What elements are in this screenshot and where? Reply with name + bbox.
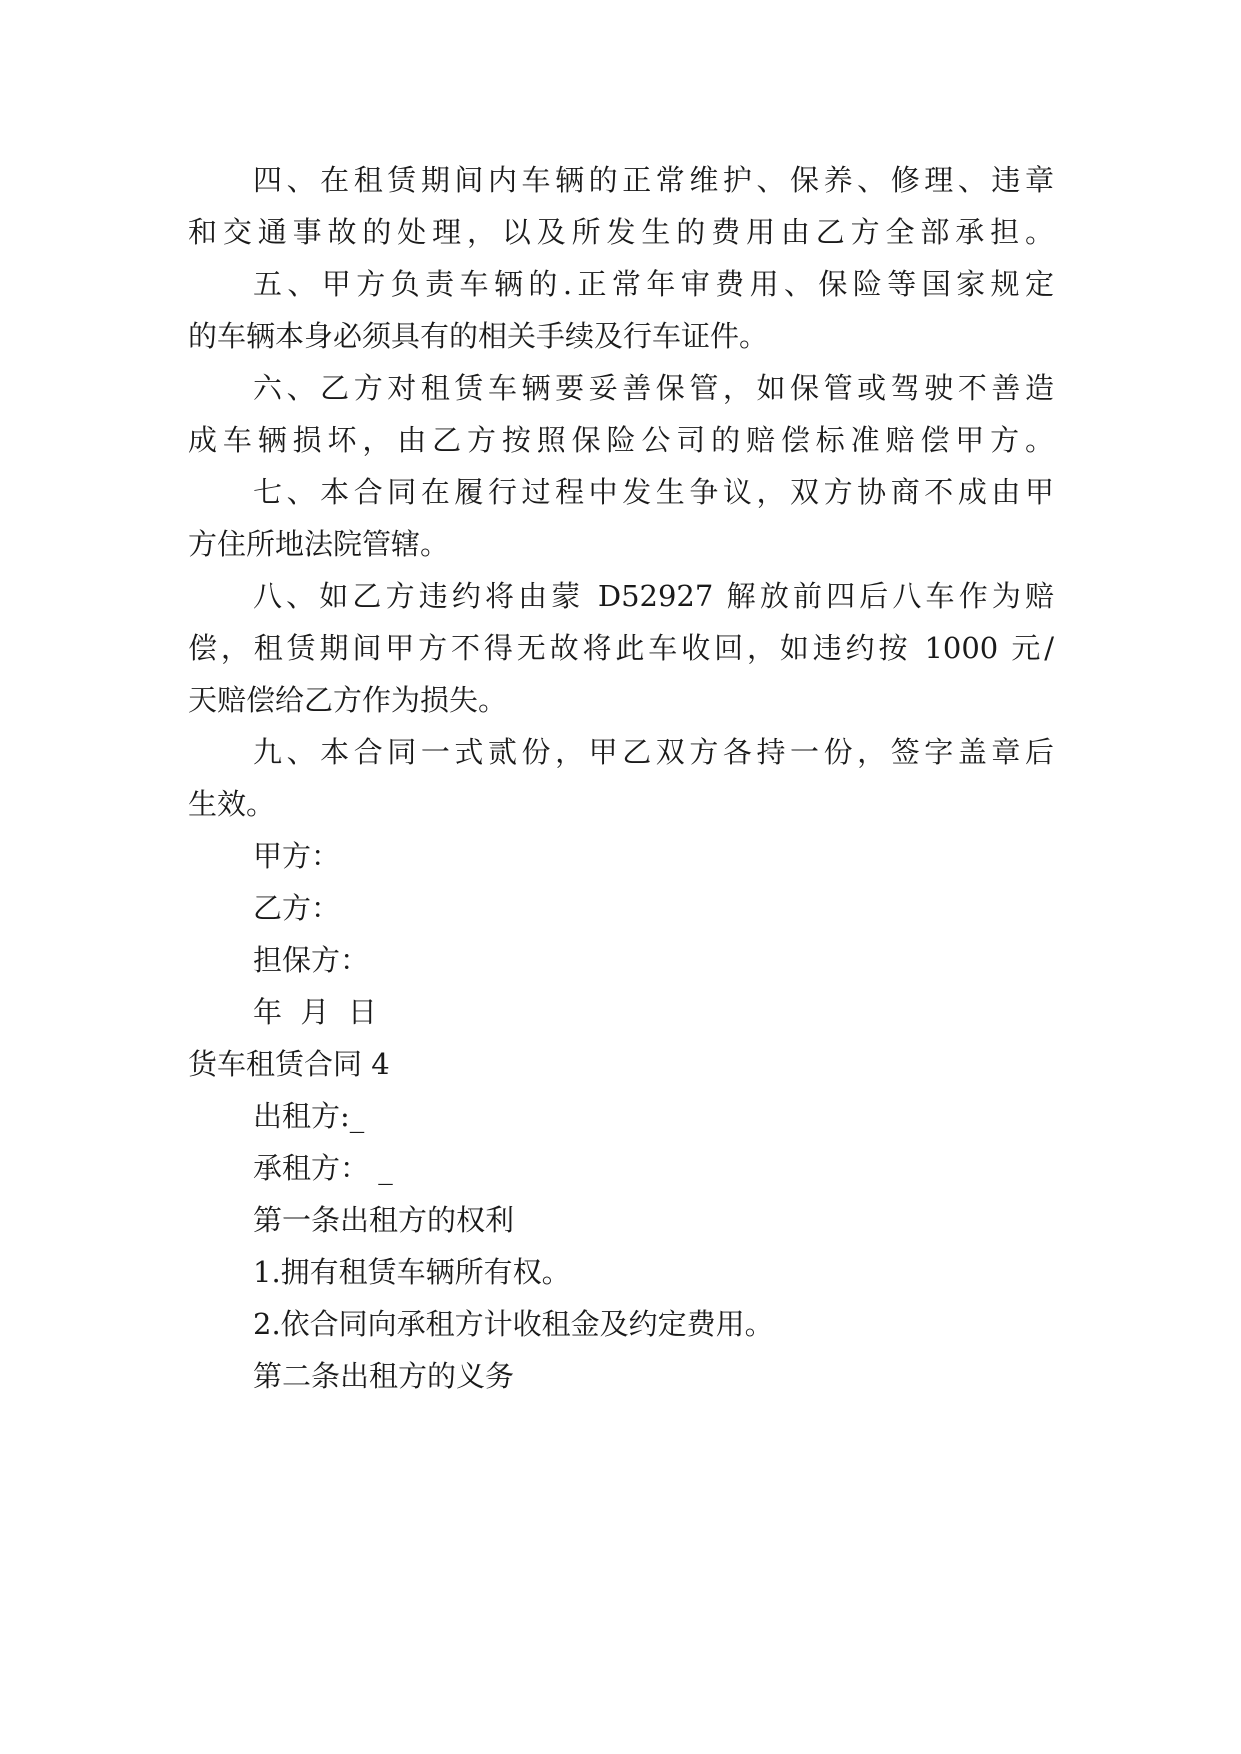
clause-6-line-2: 成车辆损坏，由乙方按照保险公司的赔偿标准赔偿甲方。 bbox=[188, 423, 1054, 457]
guarantor-label: 担保方： bbox=[253, 943, 370, 977]
contract-title: 货车租赁合同 4 bbox=[188, 1047, 390, 1081]
lessee-label: 承租方： _ bbox=[253, 1151, 393, 1185]
clause-6-line-1: 六、乙方对租赁车辆要妥善保管，如保管或驾驶不善造 bbox=[253, 371, 1054, 405]
clause-9-line-2: 生效。 bbox=[188, 787, 276, 821]
date-line: 年 月 日 bbox=[253, 995, 377, 1029]
clause-8-line-1: 八、如乙方违约将由蒙 D52927 解放前四后八车作为赔 bbox=[253, 579, 1054, 613]
clause-7-line-2: 方住所地法院管辖。 bbox=[188, 527, 450, 561]
clause-5-line-2: 的车辆本身必须具有的相关手续及行车证件。 bbox=[188, 319, 769, 353]
clause-4-line-1: 四、在租赁期间内车辆的正常维护、保养、修理、违章 bbox=[253, 163, 1054, 197]
clause-8-line-2: 偿，租赁期间甲方不得无故将此车收回，如违约按 1000 元/ bbox=[188, 631, 1054, 665]
clause-9-line-1: 九、本合同一式贰份，甲乙双方各持一份，签字盖章后 bbox=[253, 735, 1054, 769]
clause-7-line-1: 七、本合同在履行过程中发生争议，双方协商不成由甲 bbox=[253, 475, 1054, 509]
article-1-heading: 第一条出租方的权利 bbox=[253, 1203, 515, 1237]
party-b-label: 乙方： bbox=[253, 891, 341, 925]
clause-4-line-2: 和交通事故的处理，以及所发生的费用由乙方全部承担。 bbox=[188, 215, 1054, 249]
article-2-heading: 第二条出租方的义务 bbox=[253, 1359, 515, 1393]
article-1-item-1: 1.拥有租赁车辆所有权。 bbox=[253, 1255, 571, 1289]
party-a-label: 甲方： bbox=[253, 839, 341, 873]
article-1-item-2: 2.依合同向承租方计收租金及约定费用。 bbox=[253, 1307, 774, 1341]
clause-5-line-1: 五、甲方负责车辆的.正常年审费用、保险等国家规定 bbox=[253, 267, 1054, 301]
lessor-label: 出租方:_ bbox=[253, 1099, 365, 1133]
clause-8-line-3: 天赔偿给乙方作为损失。 bbox=[188, 683, 508, 717]
